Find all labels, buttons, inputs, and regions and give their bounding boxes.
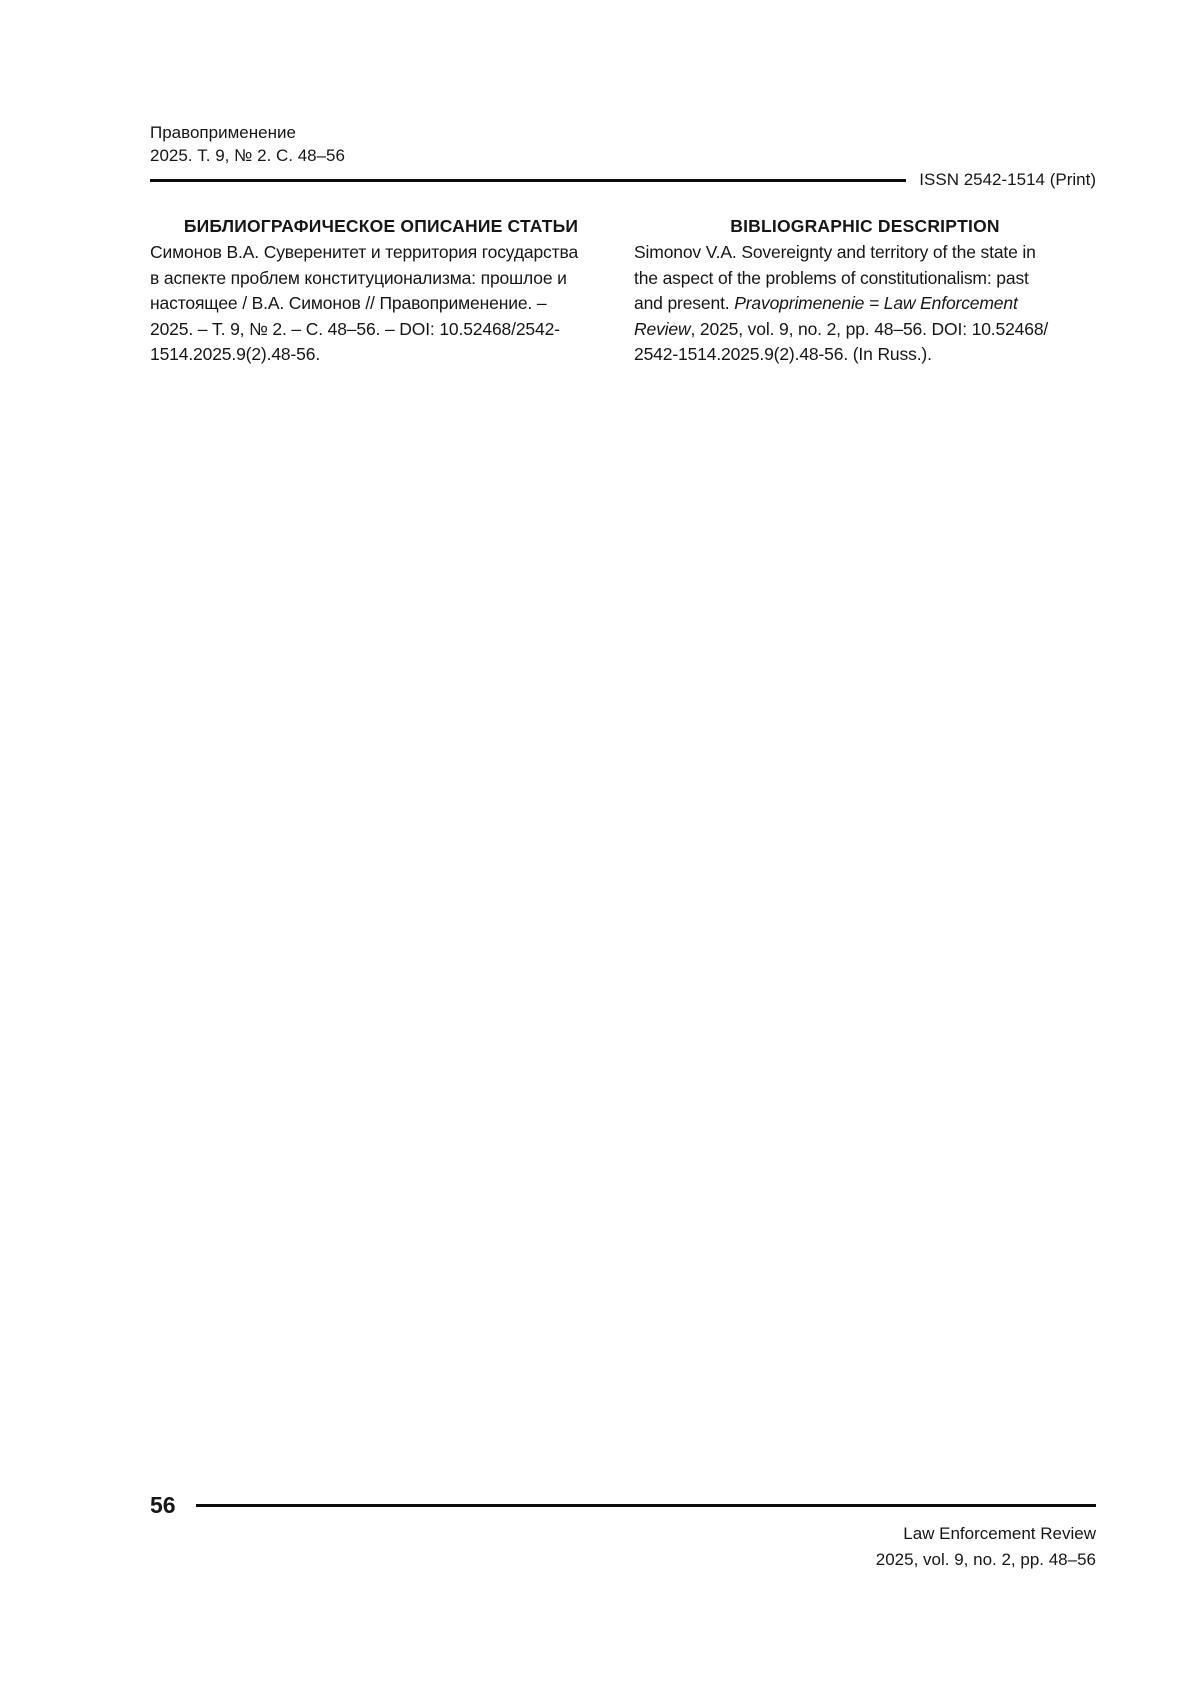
bibliographic-heading-ru: БИБЛИОГРАФИЧЕСКОЕ ОПИСАНИЕ СТАТЬИ <box>183 216 579 236</box>
bibliographic-description-en <box>634 213 1096 368</box>
footer-journal-info <box>876 1521 1096 1573</box>
text-line: в аспекте проблем конституционализма: прошлое и <box>150 267 567 288</box>
text-line: Review, 2025, vol. 9, no. 2, pp. 48–56. DOI: 10.52468/ <box>634 318 1049 339</box>
bibliographic-text-ru <box>150 240 612 368</box>
text-line: Simonov V.A. Sovereignty and territory of the state in <box>634 242 1036 262</box>
text-line: 2025. – Т. 9, № 2. – С. 48–56. – DOI: 10.52468/2542- <box>150 318 560 339</box>
journal-issue-info-ru: 2025. Т. 9, № 2. С. 48–56 <box>150 146 345 165</box>
footer-rule <box>196 1504 1096 1507</box>
issn-label: ISSN 2542-1514 (Print) <box>919 170 1096 189</box>
journal-title-ru: Правоприменение <box>150 123 296 142</box>
text-line: настоящее / В.А. Симонов // Правоприменение. – <box>150 293 547 314</box>
header-rule <box>150 179 906 182</box>
header-rule-row <box>150 170 1096 190</box>
bibliographic-text-en <box>634 240 1096 368</box>
footer-rule-row <box>150 1492 1096 1518</box>
text-line: the aspect of the problems of constitutionalism: past <box>634 267 1029 288</box>
bibliographic-description-ru <box>150 213 612 368</box>
text-line: 2542-1514.2025.9(2).48-56. (In Russ.). <box>634 344 932 365</box>
text-line: Симонов В.А. Суверенитет и территория государства <box>150 242 579 262</box>
bibliographic-heading-en: BIBLIOGRAPHIC DESCRIPTION <box>730 216 1000 236</box>
bibliographic-columns <box>150 213 1096 368</box>
text-line: 1514.2025.9(2).48-56. <box>150 344 321 365</box>
journal-masthead <box>150 121 345 167</box>
footer-issue-info-en: 2025, vol. 9, no. 2, pp. 48–56 <box>875 1550 1096 1569</box>
footer-journal-title-en: Law Enforcement Review <box>903 1524 1096 1543</box>
text-line: and present. Pravoprimenenie = Law Enforcement <box>634 293 1018 314</box>
page-number: 56 <box>150 1492 176 1518</box>
